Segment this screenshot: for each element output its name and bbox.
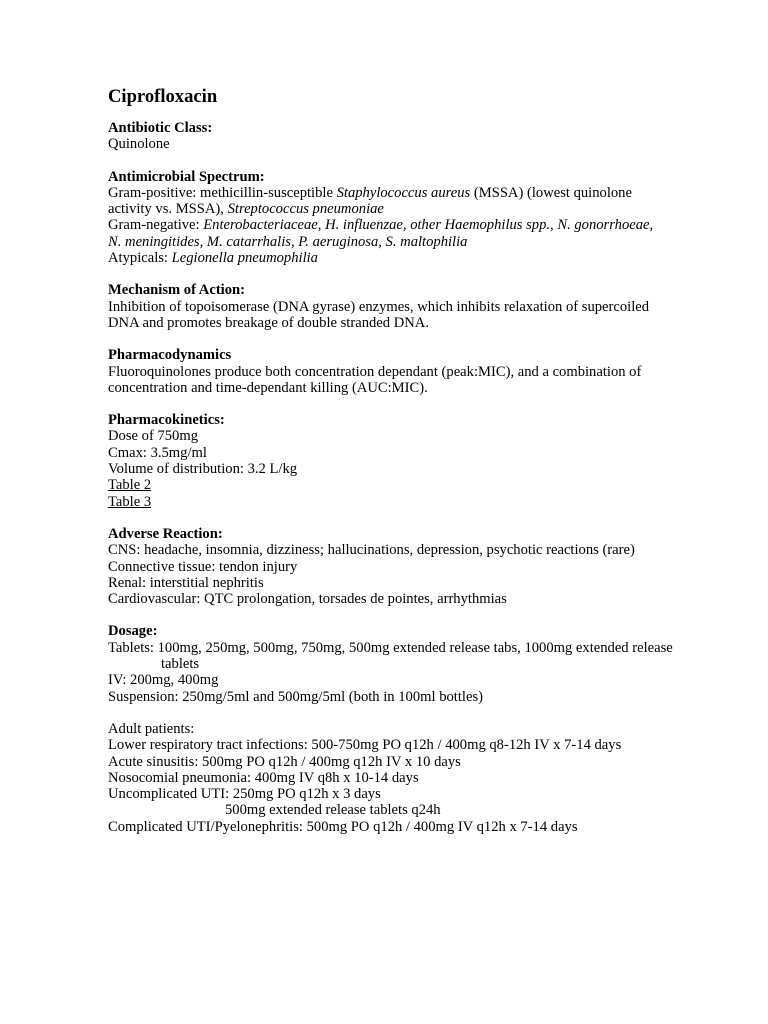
- pk-table-2-row: [108, 477, 668, 493]
- gram-negative-label: Gram-negative:: [108, 217, 204, 234]
- adult-nosocomial-pneumonia: Nosocomial pneumonia: 400mg IV q8h x 10-14 days: [108, 769, 419, 786]
- adult-uncomplicated-uti-continued: 500mg extended release tablets q24h: [225, 802, 441, 819]
- dosage-tablets: Tablets: 100mg, 250mg, 500mg, 750mg, 500mg extended release tabs, 1000mg extended release: [108, 639, 673, 656]
- antibiotic-class-heading: Antibiotic Class:: [108, 120, 213, 136]
- mechanism-section: [108, 282, 668, 331]
- adult-patients-section: [108, 721, 668, 835]
- gram-negative-line: [108, 217, 668, 250]
- mechanism-text: Inhibition of topoisomerase (DNA gyrase) enzymes, which inhibits relaxation of supercoiled DNA and promotes breakage of double stranded DNA.: [108, 298, 650, 331]
- adverse-renal: Renal: interstitial nephritis: [108, 574, 264, 591]
- adverse-cardiovascular: Cardiovascular: QTC prolongation, torsades de pointes, arrhythmias: [108, 591, 507, 608]
- pk-cmax: Cmax: 3.5mg/ml: [108, 444, 207, 461]
- document-page: [108, 86, 673, 835]
- pk-volume-of-distribution: Volume of distribution: 3.2 L/kg: [108, 461, 298, 478]
- spectrum-section: [108, 169, 668, 267]
- pharmacodynamics-section: [108, 347, 668, 396]
- gram-positive-label: Gram-positive: methicillin-susceptible: [108, 184, 337, 201]
- antibiotic-class-section: [108, 120, 668, 153]
- pharmacokinetics-heading: Pharmacokinetics:: [108, 412, 225, 429]
- atypicals-label: Atypicals:: [108, 250, 172, 267]
- dosage-iv: IV: 200mg, 400mg: [108, 672, 219, 689]
- dosage-tablets-continued: tablets: [161, 656, 200, 673]
- pk-table-3-row: [108, 494, 668, 510]
- adverse-cns: CNS: headache, insomnia, dizziness; hallucinations, depression, psychotic reactions (rare): [108, 542, 635, 559]
- adverse-reaction-section: [108, 526, 668, 607]
- gram-negative-organisms: Enterobacteriaceae, H. influenzae, other Haemophilus spp., N. gonorrhoeae, N. meningitides, M. catarrhalis, P. aeruginosa, S. maltophilia: [108, 217, 654, 250]
- atypicals-organisms: Legionella pneumophilia: [171, 250, 318, 267]
- gram-positive-line: [108, 185, 668, 218]
- page-title: Ciprofloxacin: [108, 86, 218, 107]
- adult-sinusitis: Acute sinusitis: 500mg PO q12h / 400mg q12h IV x 10 days: [108, 753, 461, 770]
- pharmacokinetics-section: [108, 412, 668, 510]
- pharmacodynamics-heading: Pharmacodynamics: [108, 347, 232, 364]
- adverse-connective-tissue: Connective tissue: tendon injury: [108, 558, 298, 575]
- spectrum-heading: Antimicrobial Spectrum:: [108, 168, 265, 185]
- dosage-heading: Dosage:: [108, 623, 158, 640]
- adult-uncomplicated-uti: Uncomplicated UTI: 250mg PO q12h x 3 days: [108, 786, 381, 803]
- pharmacodynamics-text: Fluoroquinolones produce both concentration dependant (peak:MIC), and a combination of concentration and time-dependant killing (AUC:MIC).: [108, 363, 642, 396]
- dosage-section: [108, 623, 673, 705]
- table-3-link[interactable]: Table 3: [108, 493, 152, 510]
- table-2-link[interactable]: Table 2: [108, 477, 152, 494]
- adult-lrti: Lower respiratory tract infections: 500-750mg PO q12h / 400mg q8-12h IV x 7-14 days: [108, 737, 622, 754]
- mechanism-heading: Mechanism of Action:: [108, 282, 246, 299]
- adverse-reaction-heading: Adverse Reaction:: [108, 525, 223, 542]
- gram-positive-note: (MSSA) (lowest quinolone activity vs. MSSA),: [108, 184, 632, 218]
- antibiotic-class-value: Quinolone: [108, 136, 170, 153]
- gram-positive-organism: Staphylococcus aureus: [336, 184, 471, 201]
- gram-positive-organism-2: Streptococcus pneumoniae: [227, 201, 384, 218]
- dosage-suspension: Suspension: 250mg/5ml and 500mg/5ml (both in 100ml bottles): [108, 688, 483, 705]
- adult-patients-heading: Adult patients:: [108, 720, 195, 737]
- pk-dose: Dose of 750mg: [108, 428, 198, 445]
- adult-complicated-uti: Complicated UTI/Pyelonephritis: 500mg PO q12h / 400mg IV q12h x 7-14 days: [108, 818, 578, 835]
- atypicals-line: [108, 250, 668, 266]
